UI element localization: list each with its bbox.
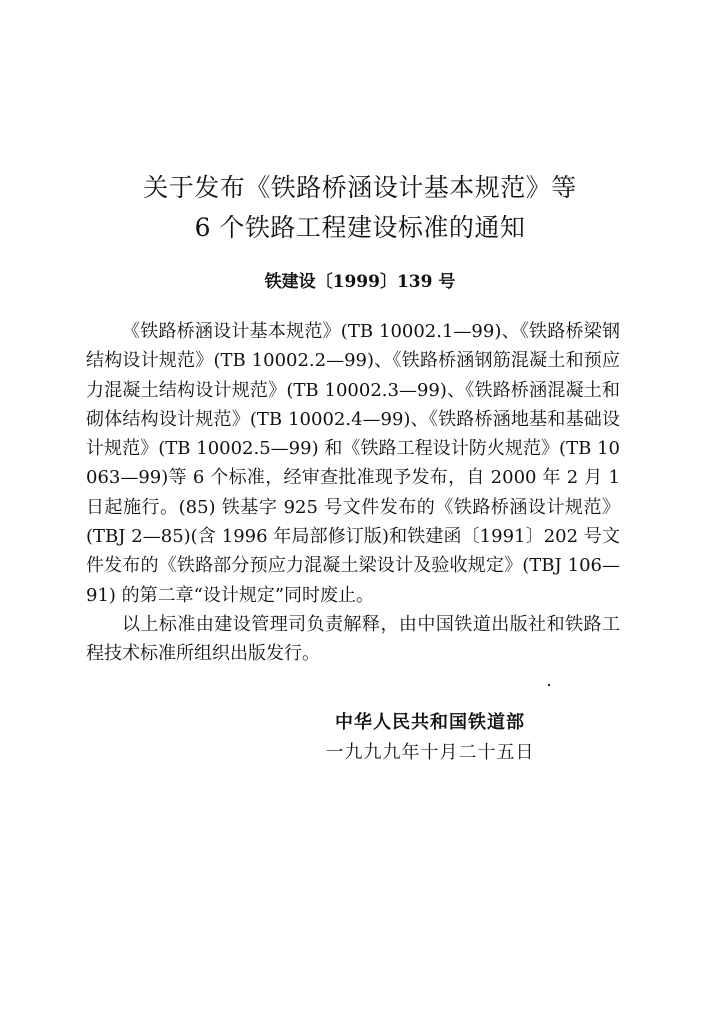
signature-block bbox=[300, 708, 560, 768]
title-line-1: 关于发布《铁路桥涵设计基本规范》等 bbox=[143, 173, 577, 202]
document-number: 铁建设〔1999〕139 号 bbox=[264, 272, 456, 292]
title-block bbox=[80, 168, 640, 248]
body-text bbox=[86, 317, 620, 669]
paragraph-1: 《铁路桥涵设计基本规范》(TB 10002.1—99)、《铁路桥梁钢结构设计规范》(TB 10002.2—99)、《铁路桥涵钢筋混凝土和预应力混凝土结构设计规范》(TB 10002.3—99)、《铁路桥涵混凝土和砌体结构设计规范》(TB 10002.4—99)、《铁路桥涵地基和基础设计规范》(TB 10002.5—99) 和《铁路工程设计防火规范》(TB 10063—99)等 6 个标准，经审查批准现予发布，自 2000 年 2 月 1 日起施行。(85) 铁基字 925 号文件发布的《铁路桥涵设计规范》(TBJ 2—85)(含 1996 年局部修订版)和铁建函〔1991〕202 号文件发布的《铁路部分预应力混凝土梁设计及验收规定》(TBJ 106—91) 的第二章“设计规定”同时废止。 bbox=[86, 321, 620, 606]
scan-speck bbox=[548, 684, 550, 686]
issue-date: 一九九九年十月二十五日 bbox=[325, 742, 535, 763]
issuing-organization: 中华人民共和国铁道部 bbox=[335, 712, 525, 733]
title-line-2: 6 个铁路工程建设标准的通知 bbox=[194, 213, 526, 242]
paragraph-2: 以上标准由建设管理司负责解释，由中国铁道出版社和铁路工程技术标准所组织出版发行。 bbox=[86, 613, 620, 665]
